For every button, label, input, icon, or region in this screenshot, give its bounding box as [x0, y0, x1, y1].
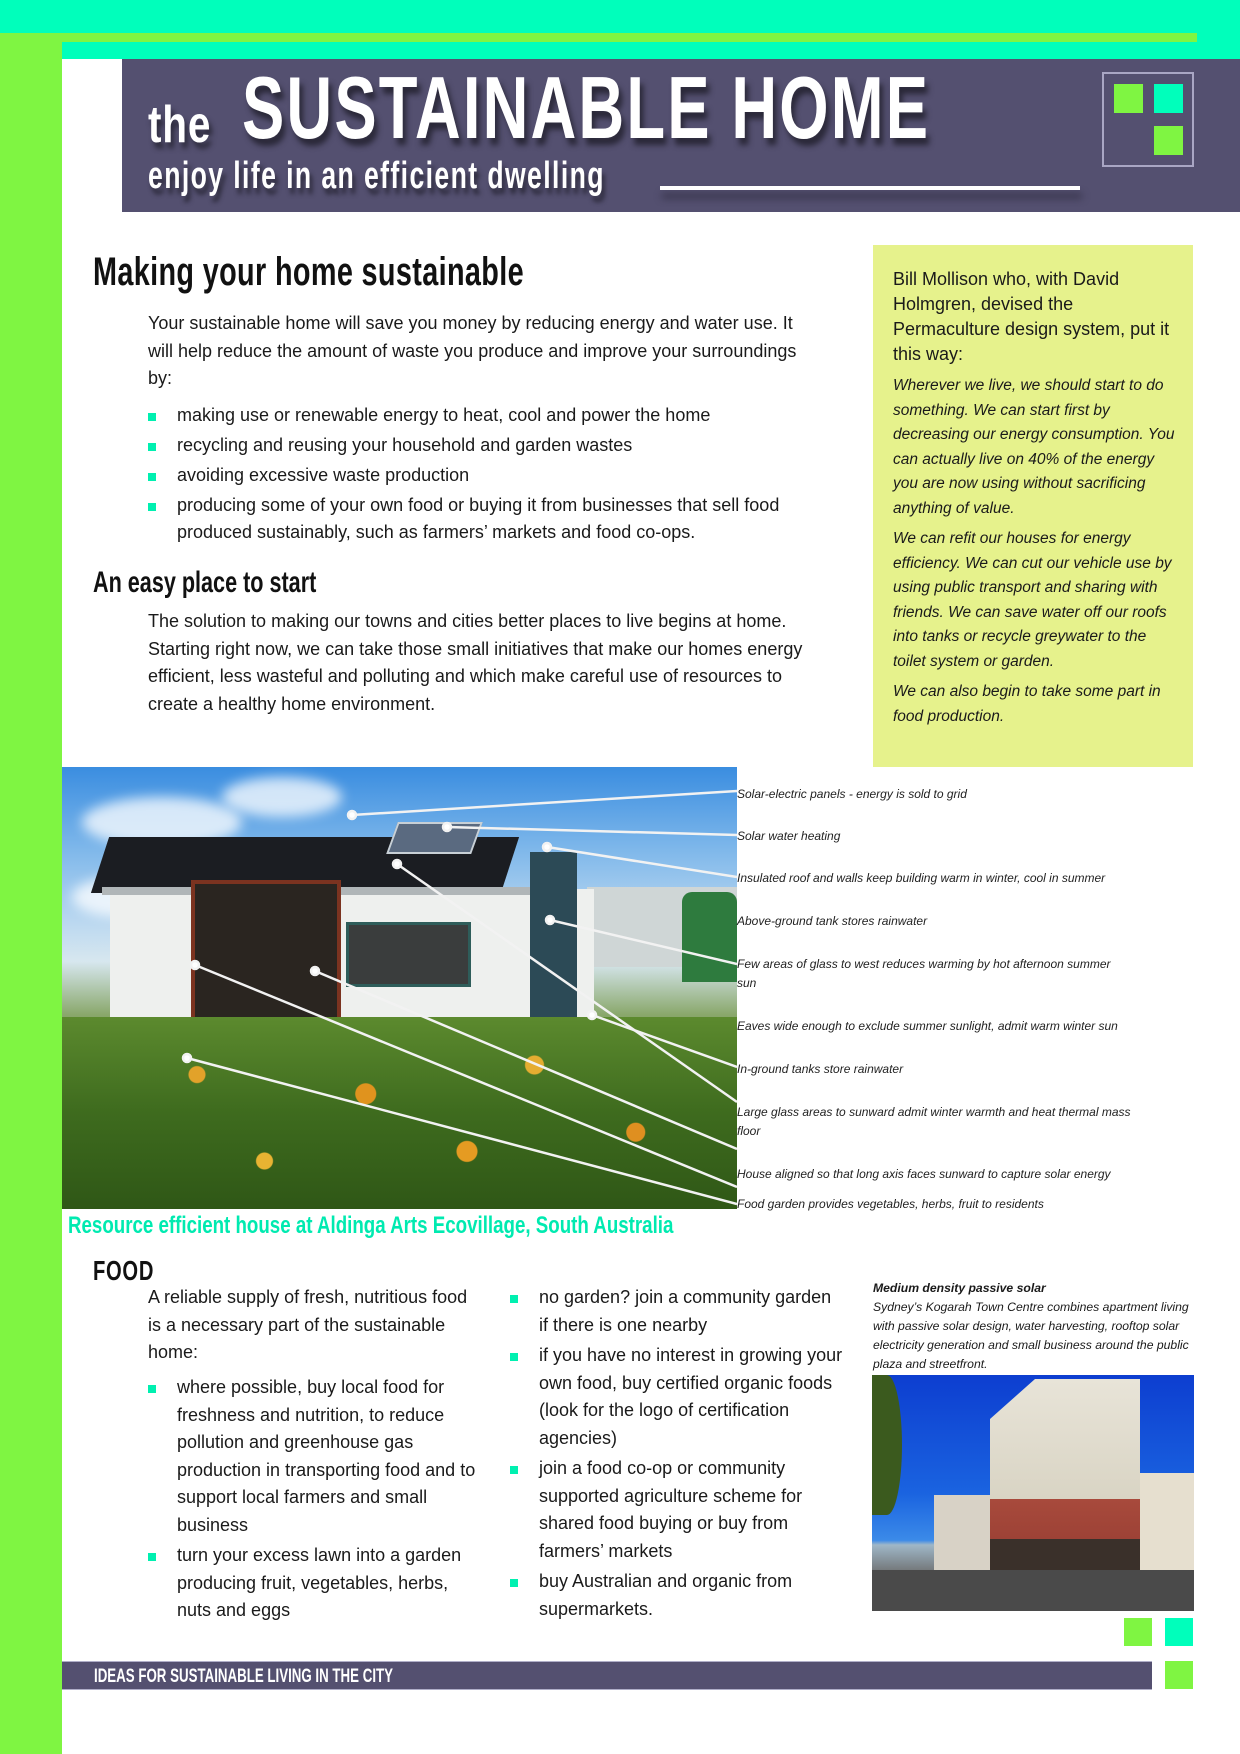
section-heading-easy-place: An easy place to start	[93, 566, 317, 599]
list-item-text: no garden? join a community garden if there is one nearby	[539, 1287, 832, 1335]
list-item	[510, 1284, 845, 1339]
callout-dot	[588, 1011, 596, 1019]
decorative-square-green-lower	[1165, 1661, 1193, 1689]
section2-body: The solution to making our towns and cities better places to live begins at home. Starting right now, we can take those small initiatives that make our homes energy efficient, less wasteful and polluting and which make careful use of resources to create a healthy home environment.	[148, 611, 803, 714]
logo-square-green-lower	[1154, 126, 1183, 155]
tagline-rule	[660, 186, 1080, 190]
callout-line	[547, 847, 737, 877]
kogarah-caption	[873, 1279, 1193, 1374]
callout-dot	[546, 916, 554, 924]
callout-dot	[393, 860, 401, 868]
tagline: enjoy life in an efficient dwelling	[148, 155, 605, 197]
footer-text: IDEAS FOR SUSTAINABLE LIVING IN THE CITY	[94, 1666, 394, 1687]
callout-label: Insulated roof and walls keep building warm in winter, cool in summer	[737, 871, 1106, 885]
list-item	[510, 1455, 845, 1565]
callout-dot	[311, 967, 319, 975]
bullet-square-icon	[510, 1466, 518, 1474]
callout-dot	[183, 1054, 191, 1062]
list-item-text: buy Australian and organic from supermarkets.	[539, 1571, 793, 1619]
list-item-text: producing some of your own food or buying it from businesses that sell food produced sustainably, such as farmers’ markets and food co-ops.	[177, 495, 780, 542]
callout-label: House aligned so that long axis faces sunward to capture solar energy	[737, 1167, 1111, 1181]
bullet-square-icon	[148, 473, 156, 481]
list-item	[148, 1542, 483, 1625]
mollison-quote-box	[873, 245, 1193, 767]
callout-label: Food garden provides vegetables, herbs, fruit to residents	[737, 1197, 1044, 1211]
section1-intro: Your sustainable home will save you money by reducing energy and water use. It will help reduce the amount of waste you produce and improve your surroundings by:	[148, 313, 797, 388]
list-item-text: join a food co-op or community supported agriculture scheme for shared food buying or buy from farmers’ markets	[539, 1458, 803, 1561]
page-title: SUSTAINABLE HOME	[242, 58, 931, 157]
callout-line	[592, 1015, 737, 1067]
logo-square-teal	[1154, 84, 1183, 113]
top-color-band	[0, 0, 1240, 33]
callout-line	[352, 791, 737, 815]
callout-label: Solar-electric panels - energy is sold to grid	[737, 787, 967, 801]
street	[872, 1570, 1194, 1611]
bullet-square-icon	[148, 1385, 156, 1393]
list-item-text: avoiding excessive waste production	[177, 465, 470, 485]
callout-line	[195, 965, 737, 1187]
header-banner	[122, 59, 1240, 212]
bullet-square-icon	[510, 1353, 518, 1361]
caption-title: Medium density passive solar	[873, 1281, 1046, 1295]
bullet-square-icon	[148, 443, 156, 451]
callout-label: Above-ground tank stores rainwater	[737, 914, 928, 928]
tree	[872, 1375, 902, 1515]
callout-line	[397, 864, 737, 1102]
callout-label: Few areas of glass to west reduces warming by hot afternoon summer sun	[737, 957, 1111, 990]
callout-line	[315, 971, 737, 1149]
callout-label: Eaves wide enough to exclude summer sunlight, admit warm winter sun	[737, 1019, 1118, 1033]
quote-intro: Bill Mollison who, with David Holmgren, devised the Permaculture design system, put it this way:	[893, 269, 1170, 364]
callout-label: In-ground tanks store rainwater	[737, 1062, 904, 1076]
list-item-text: turn your excess lawn into a garden producing fruit, vegetables, herbs, nuts and eggs	[177, 1545, 462, 1620]
section-heading-food: FOOD	[93, 1255, 155, 1286]
list-item	[148, 402, 808, 429]
list-item-text: recycling and reusing your household and garden wastes	[177, 435, 633, 455]
caption-body: Sydney’s Kogarah Town Centre combines apartment living with passive solar design, water harvesting, rooftop solar electricity generation and small business around the public plaza and streetfront.	[873, 1300, 1189, 1371]
ecovillage-house-photo	[62, 767, 737, 1209]
list-item	[148, 432, 808, 459]
logo-square-green	[1114, 84, 1143, 113]
squares-logo-icon	[1102, 72, 1194, 167]
list-item	[148, 462, 808, 489]
section-heading-making-home-sustainable: Making your home sustainable	[93, 250, 524, 294]
title-prefix: the	[148, 96, 212, 154]
callout-label: Large glass areas to sunward admit winter warmth and heat thermal mass floor	[737, 1105, 1131, 1138]
quote-paragraph: Wherever we live, we should start to do something. We can start first by decreasing our energy consumption. You can actually live on 40% of the energy you are now using without sacrificing anything of value.	[893, 377, 1175, 517]
bullet-square-icon	[148, 413, 156, 421]
list-item	[510, 1342, 845, 1452]
food-bullet-list-left	[148, 1374, 483, 1628]
sustainability-bullet-list	[148, 402, 808, 549]
building	[1137, 1473, 1194, 1583]
kogarah-town-centre-photo	[872, 1375, 1194, 1611]
list-item	[148, 492, 808, 546]
bullet-square-icon	[148, 1553, 156, 1561]
apartment-building	[990, 1379, 1140, 1579]
photo-caption: Resource efficient house at Aldinga Arts Ecovillage, South Australia	[68, 1212, 674, 1239]
callout-lines	[62, 767, 737, 1209]
quote-paragraph: We can refit our houses for energy efficiency. We can cut our vehicle use by using public transport and sharing with friends. We can save water off our roofs into tanks or recycle greywater to the toilet system or garden.	[893, 530, 1172, 670]
decorative-square-teal	[1165, 1618, 1193, 1646]
callout-line	[187, 1058, 737, 1204]
list-item-text: where possible, buy local food for freshness and nutrition, to reduce pollution and greenhouse gas production in transporting food and to support local farmers and small business	[177, 1377, 476, 1535]
bullet-square-icon	[148, 503, 156, 511]
callout-line	[447, 827, 737, 835]
food-intro: A reliable supply of fresh, nutritious food is a necessary part of the sustainable home:	[148, 1287, 468, 1362]
quote-paragraph: We can also begin to take some part in food production.	[893, 683, 1161, 725]
callout-label: Solar water heating	[737, 829, 841, 843]
food-bullet-list-right	[510, 1284, 845, 1626]
list-item	[510, 1568, 845, 1623]
bullet-square-icon	[510, 1295, 518, 1303]
callout-line	[550, 920, 737, 964]
callout-dot	[543, 843, 551, 851]
footer-bar	[62, 1661, 1152, 1690]
list-item	[148, 1374, 483, 1539]
callout-dot	[348, 811, 356, 819]
callout-dot	[443, 823, 451, 831]
callout-dot	[191, 961, 199, 969]
green-strip	[62, 33, 1197, 42]
decorative-square-green	[1124, 1618, 1152, 1646]
list-item-text: if you have no interest in growing your own food, buy certified organic foods (look for the logo of certification agencies)	[539, 1345, 843, 1448]
list-item-text: making use or renewable energy to heat, cool and power the home	[177, 405, 711, 425]
bullet-square-icon	[510, 1579, 518, 1587]
left-green-bar	[0, 33, 62, 1754]
